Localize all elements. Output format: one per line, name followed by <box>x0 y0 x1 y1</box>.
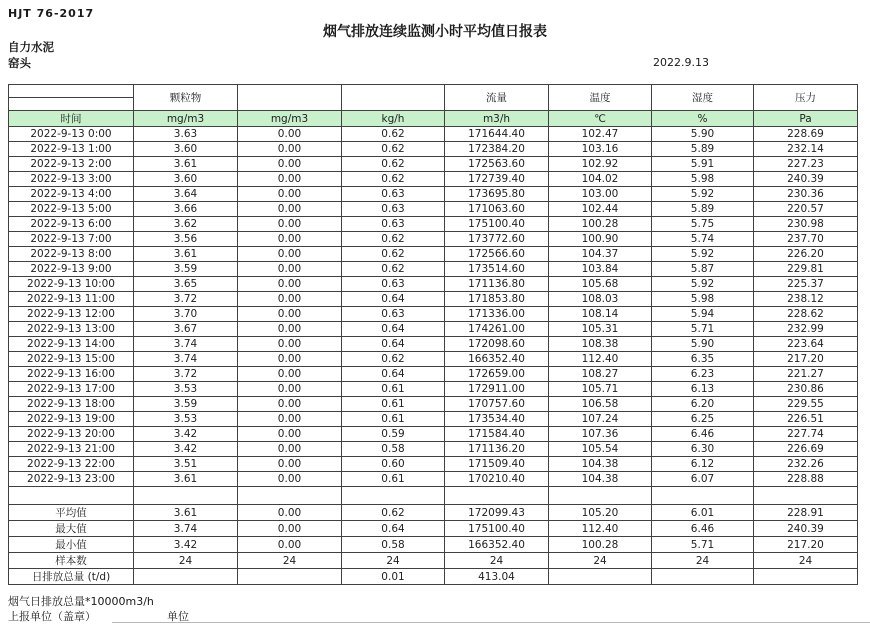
data-cell: 228.88 <box>754 472 858 487</box>
data-cell: 0.00 <box>238 412 342 427</box>
data-cell: 227.23 <box>754 157 858 172</box>
data-cell: 0.00 <box>238 457 342 472</box>
data-cell: 0.00 <box>238 187 342 202</box>
data-cell: 0.00 <box>238 322 342 337</box>
row-time-cell: 2022-9-13 13:00 <box>9 322 134 337</box>
summary-value-cell: 6.01 <box>652 505 754 521</box>
data-cell: 172098.60 <box>445 337 549 352</box>
data-cell: 5.71 <box>652 322 754 337</box>
data-cell: 0.00 <box>238 427 342 442</box>
row-time-cell: 2022-9-13 9:00 <box>9 262 134 277</box>
data-cell: 3.74 <box>134 352 238 367</box>
data-cell: 0.59 <box>342 427 445 442</box>
header-cell: 流量 <box>445 85 549 111</box>
summary-value-cell: 413.04 <box>445 569 549 585</box>
data-cell: 173514.60 <box>445 262 549 277</box>
header-cell-empty <box>9 85 134 98</box>
data-cell: 3.72 <box>134 367 238 382</box>
data-cell: 171584.40 <box>445 427 549 442</box>
data-cell: 104.38 <box>549 457 652 472</box>
data-cell: 0.62 <box>342 352 445 367</box>
summary-value-cell: 228.91 <box>754 505 858 521</box>
summary-value-cell: 3.74 <box>134 521 238 537</box>
unit-cell: ℃ <box>549 111 652 127</box>
data-cell: 0.64 <box>342 322 445 337</box>
data-cell: 105.68 <box>549 277 652 292</box>
data-cell: 3.60 <box>134 172 238 187</box>
data-cell: 237.70 <box>754 232 858 247</box>
summary-value-cell <box>549 569 652 585</box>
summary-value-cell: 24 <box>445 553 549 569</box>
data-cell: 232.14 <box>754 142 858 157</box>
data-cell: 112.40 <box>549 352 652 367</box>
summary-value-cell: 240.39 <box>754 521 858 537</box>
data-cell: 171644.40 <box>445 127 549 142</box>
data-cell: 0.00 <box>238 247 342 262</box>
unit-cell: mg/m3 <box>134 111 238 127</box>
summary-value-cell: 217.20 <box>754 537 858 553</box>
spacer-cell <box>652 487 754 505</box>
summary-value-cell: 166352.40 <box>445 537 549 553</box>
header-cell <box>342 85 445 111</box>
data-cell: 171136.20 <box>445 442 549 457</box>
data-cell: 0.00 <box>238 232 342 247</box>
report-unit-label: 上报单位（盖章） <box>8 610 96 623</box>
data-cell: 0.00 <box>238 127 342 142</box>
data-cell: 106.58 <box>549 397 652 412</box>
spacer-cell <box>342 487 445 505</box>
spacer-cell <box>445 487 549 505</box>
data-cell: 0.00 <box>238 142 342 157</box>
spacer-cell <box>549 487 652 505</box>
summary-value-cell: 3.61 <box>134 505 238 521</box>
data-cell: 5.90 <box>652 127 754 142</box>
data-cell: 6.46 <box>652 427 754 442</box>
data-cell: 232.26 <box>754 457 858 472</box>
summary-row <box>9 569 858 585</box>
summary-value-cell: 175100.40 <box>445 521 549 537</box>
table-row <box>9 337 858 352</box>
data-cell: 170210.40 <box>445 472 549 487</box>
summary-value-cell: 5.71 <box>652 537 754 553</box>
summary-value-cell: 24 <box>549 553 652 569</box>
data-cell: 6.12 <box>652 457 754 472</box>
data-cell: 225.37 <box>754 277 858 292</box>
company-name: 自力水泥 <box>8 40 54 54</box>
data-cell: 173534.40 <box>445 412 549 427</box>
summary-value-cell <box>238 569 342 585</box>
data-cell: 107.36 <box>549 427 652 442</box>
data-cell: 0.63 <box>342 187 445 202</box>
table-row <box>9 367 858 382</box>
data-cell: 103.16 <box>549 142 652 157</box>
data-cell: 0.00 <box>238 337 342 352</box>
data-cell: 3.51 <box>134 457 238 472</box>
footer-note: 烟气日排放总量*10000m3/h <box>8 595 154 608</box>
data-cell: 229.55 <box>754 397 858 412</box>
table-row <box>9 202 858 217</box>
unit-row <box>9 111 858 127</box>
row-time-cell: 2022-9-13 11:00 <box>9 292 134 307</box>
header-cell <box>238 85 342 111</box>
summary-row <box>9 537 858 553</box>
data-cell: 3.63 <box>134 127 238 142</box>
table-row <box>9 232 858 247</box>
summary-value-cell: 172099.43 <box>445 505 549 521</box>
table-row <box>9 157 858 172</box>
data-cell: 228.62 <box>754 307 858 322</box>
data-cell: 172659.00 <box>445 367 549 382</box>
data-cell: 5.74 <box>652 232 754 247</box>
unit-cell: mg/m3 <box>238 111 342 127</box>
data-cell: 6.35 <box>652 352 754 367</box>
data-cell: 5.92 <box>652 247 754 262</box>
summary-label-cell: 日排放总量 (t/d) <box>9 569 134 585</box>
row-time-cell: 2022-9-13 22:00 <box>9 457 134 472</box>
data-cell: 102.44 <box>549 202 652 217</box>
row-time-cell: 2022-9-13 10:00 <box>9 277 134 292</box>
summary-value-cell: 0.00 <box>238 505 342 521</box>
summary-row <box>9 553 858 569</box>
data-cell: 3.72 <box>134 292 238 307</box>
spacer-cell <box>754 487 858 505</box>
data-cell: 105.54 <box>549 442 652 457</box>
data-cell: 3.42 <box>134 442 238 457</box>
data-cell: 3.66 <box>134 202 238 217</box>
table-row <box>9 397 858 412</box>
summary-value-cell: 0.01 <box>342 569 445 585</box>
data-cell: 103.84 <box>549 262 652 277</box>
data-cell: 0.00 <box>238 307 342 322</box>
data-cell: 0.00 <box>238 442 342 457</box>
data-cell: 230.98 <box>754 217 858 232</box>
data-cell: 0.62 <box>342 247 445 262</box>
data-cell: 229.81 <box>754 262 858 277</box>
data-cell: 0.62 <box>342 172 445 187</box>
data-cell: 0.00 <box>238 352 342 367</box>
report-title: 烟气排放连续监测小时平均值日报表 <box>323 24 547 40</box>
data-cell: 105.31 <box>549 322 652 337</box>
data-cell: 3.42 <box>134 427 238 442</box>
data-cell: 5.98 <box>652 292 754 307</box>
data-cell: 172563.60 <box>445 157 549 172</box>
data-cell: 107.24 <box>549 412 652 427</box>
data-cell: 0.62 <box>342 157 445 172</box>
data-cell: 223.64 <box>754 337 858 352</box>
row-time-cell: 2022-9-13 12:00 <box>9 307 134 322</box>
header-cell: 温度 <box>549 85 652 111</box>
table-row <box>9 322 858 337</box>
data-cell: 228.69 <box>754 127 858 142</box>
table-row <box>9 217 858 232</box>
summary-value-cell: 0.00 <box>238 521 342 537</box>
data-cell: 3.61 <box>134 472 238 487</box>
table-row <box>9 172 858 187</box>
data-cell: 5.90 <box>652 337 754 352</box>
data-cell: 0.61 <box>342 412 445 427</box>
row-time-cell: 2022-9-13 6:00 <box>9 217 134 232</box>
summary-value-cell: 0.64 <box>342 521 445 537</box>
summary-value-cell: 112.40 <box>549 521 652 537</box>
row-time-cell: 2022-9-13 2:00 <box>9 157 134 172</box>
unit-cell: % <box>652 111 754 127</box>
data-cell: 3.59 <box>134 262 238 277</box>
row-time-cell: 2022-9-13 21:00 <box>9 442 134 457</box>
data-cell: 0.61 <box>342 382 445 397</box>
summary-label-cell: 最大值 <box>9 521 134 537</box>
data-cell: 174261.00 <box>445 322 549 337</box>
data-cell: 226.69 <box>754 442 858 457</box>
table-row <box>9 412 858 427</box>
data-cell: 3.70 <box>134 307 238 322</box>
header-row <box>9 85 858 98</box>
header-cell: 颗粒物 <box>134 85 238 111</box>
data-cell: 238.12 <box>754 292 858 307</box>
data-cell: 100.90 <box>549 232 652 247</box>
spacer-cell <box>238 487 342 505</box>
table-row <box>9 457 858 472</box>
summary-value-cell <box>652 569 754 585</box>
data-cell: 173695.80 <box>445 187 549 202</box>
header-cell: 压力 <box>754 85 858 111</box>
data-cell: 0.60 <box>342 457 445 472</box>
row-time-cell: 2022-9-13 3:00 <box>9 172 134 187</box>
data-cell: 0.63 <box>342 217 445 232</box>
data-cell: 5.92 <box>652 187 754 202</box>
data-cell: 0.63 <box>342 202 445 217</box>
table-row <box>9 262 858 277</box>
data-cell: 108.27 <box>549 367 652 382</box>
data-cell: 220.57 <box>754 202 858 217</box>
unit-cell: m3/h <box>445 111 549 127</box>
summary-label-cell: 最小值 <box>9 537 134 553</box>
data-cell: 5.91 <box>652 157 754 172</box>
data-cell: 175100.40 <box>445 217 549 232</box>
data-cell: 173772.60 <box>445 232 549 247</box>
summary-value-cell: 24 <box>652 553 754 569</box>
data-cell: 0.62 <box>342 142 445 157</box>
data-cell: 230.86 <box>754 382 858 397</box>
table-row <box>9 427 858 442</box>
summary-value-cell: 3.42 <box>134 537 238 553</box>
summary-value-cell: 0.00 <box>238 537 342 553</box>
data-cell: 172911.00 <box>445 382 549 397</box>
data-cell: 172384.20 <box>445 142 549 157</box>
data-cell: 171063.60 <box>445 202 549 217</box>
row-time-cell: 2022-9-13 1:00 <box>9 142 134 157</box>
data-cell: 232.99 <box>754 322 858 337</box>
summary-value-cell: 24 <box>238 553 342 569</box>
row-time-cell: 2022-9-13 15:00 <box>9 352 134 367</box>
row-time-cell: 2022-9-13 4:00 <box>9 187 134 202</box>
data-cell: 6.25 <box>652 412 754 427</box>
data-cell: 104.38 <box>549 472 652 487</box>
data-cell: 104.37 <box>549 247 652 262</box>
spacer-cell <box>134 487 238 505</box>
data-cell: 108.03 <box>549 292 652 307</box>
summary-value-cell <box>754 569 858 585</box>
data-cell: 3.53 <box>134 412 238 427</box>
unit-cell: kg/h <box>342 111 445 127</box>
data-cell: 226.20 <box>754 247 858 262</box>
data-cell: 105.71 <box>549 382 652 397</box>
spacer-row <box>9 487 858 505</box>
data-cell: 3.74 <box>134 337 238 352</box>
summary-value-cell: 105.20 <box>549 505 652 521</box>
table-row <box>9 277 858 292</box>
table-row <box>9 352 858 367</box>
time-header-cell: 时间 <box>9 111 134 127</box>
summary-row <box>9 505 858 521</box>
row-time-cell: 2022-9-13 0:00 <box>9 127 134 142</box>
summary-value-cell: 0.62 <box>342 505 445 521</box>
data-cell: 0.00 <box>238 472 342 487</box>
data-cell: 3.67 <box>134 322 238 337</box>
data-cell: 0.00 <box>238 262 342 277</box>
data-cell: 100.28 <box>549 217 652 232</box>
data-cell: 171336.00 <box>445 307 549 322</box>
data-cell: 0.00 <box>238 217 342 232</box>
summary-value-cell: 24 <box>134 553 238 569</box>
data-cell: 0.64 <box>342 367 445 382</box>
row-time-cell: 2022-9-13 18:00 <box>9 397 134 412</box>
data-cell: 171853.80 <box>445 292 549 307</box>
unit-label: 单位 <box>167 610 189 623</box>
data-cell: 0.00 <box>238 202 342 217</box>
data-cell: 3.56 <box>134 232 238 247</box>
summary-value-cell: 6.46 <box>652 521 754 537</box>
table-row <box>9 247 858 262</box>
data-cell: 0.62 <box>342 232 445 247</box>
spacer-cell <box>9 487 134 505</box>
summary-label-cell: 样本数 <box>9 553 134 569</box>
data-cell: 6.20 <box>652 397 754 412</box>
header-cell: 湿度 <box>652 85 754 111</box>
table-row <box>9 292 858 307</box>
summary-value-cell: 100.28 <box>549 537 652 553</box>
data-cell: 0.00 <box>238 277 342 292</box>
data-cell: 3.60 <box>134 142 238 157</box>
data-cell: 0.00 <box>238 172 342 187</box>
summary-label-cell: 平均值 <box>9 505 134 521</box>
data-cell: 240.39 <box>754 172 858 187</box>
table-row <box>9 442 858 457</box>
summary-row <box>9 521 858 537</box>
data-cell: 5.89 <box>652 142 754 157</box>
data-cell: 0.63 <box>342 307 445 322</box>
row-time-cell: 2022-9-13 20:00 <box>9 427 134 442</box>
data-cell: 5.94 <box>652 307 754 322</box>
summary-value-cell: 24 <box>342 553 445 569</box>
data-cell: 108.14 <box>549 307 652 322</box>
data-cell: 0.64 <box>342 292 445 307</box>
data-cell: 5.89 <box>652 202 754 217</box>
data-cell: 6.23 <box>652 367 754 382</box>
row-time-cell: 2022-9-13 5:00 <box>9 202 134 217</box>
data-cell: 103.00 <box>549 187 652 202</box>
summary-value-cell: 0.58 <box>342 537 445 553</box>
data-cell: 226.51 <box>754 412 858 427</box>
data-cell: 227.74 <box>754 427 858 442</box>
page-divider-line <box>112 622 870 623</box>
data-cell: 104.02 <box>549 172 652 187</box>
summary-value-cell <box>134 569 238 585</box>
table-row <box>9 142 858 157</box>
table-row <box>9 127 858 142</box>
summary-value-cell: 24 <box>754 553 858 569</box>
data-cell: 6.30 <box>652 442 754 457</box>
data-cell: 166352.40 <box>445 352 549 367</box>
data-cell: 3.59 <box>134 397 238 412</box>
data-cell: 3.53 <box>134 382 238 397</box>
data-cell: 172739.40 <box>445 172 549 187</box>
data-cell: 6.13 <box>652 382 754 397</box>
station-name: 窑头 <box>8 56 31 70</box>
data-cell: 0.00 <box>238 367 342 382</box>
data-cell: 5.92 <box>652 277 754 292</box>
data-cell: 0.62 <box>342 262 445 277</box>
data-cell: 0.63 <box>342 277 445 292</box>
row-time-cell: 2022-9-13 14:00 <box>9 337 134 352</box>
unit-cell: Pa <box>754 111 858 127</box>
data-cell: 3.62 <box>134 217 238 232</box>
data-cell: 3.61 <box>134 157 238 172</box>
data-cell: 171136.80 <box>445 277 549 292</box>
data-cell: 3.65 <box>134 277 238 292</box>
data-cell: 3.64 <box>134 187 238 202</box>
data-cell: 5.87 <box>652 262 754 277</box>
table-row <box>9 187 858 202</box>
row-time-cell: 2022-9-13 8:00 <box>9 247 134 262</box>
row-time-cell: 2022-9-13 17:00 <box>9 382 134 397</box>
report-table <box>8 84 858 585</box>
data-cell: 5.98 <box>652 172 754 187</box>
data-cell: 0.58 <box>342 442 445 457</box>
table-row <box>9 382 858 397</box>
data-cell: 170757.60 <box>445 397 549 412</box>
doc-code: HJT 76-2017 <box>8 7 95 20</box>
data-cell: 3.61 <box>134 247 238 262</box>
row-time-cell: 2022-9-13 16:00 <box>9 367 134 382</box>
data-cell: 0.62 <box>342 127 445 142</box>
header-cell-empty <box>9 98 134 111</box>
row-time-cell: 2022-9-13 19:00 <box>9 412 134 427</box>
data-cell: 6.07 <box>652 472 754 487</box>
data-cell: 102.92 <box>549 157 652 172</box>
data-cell: 0.64 <box>342 337 445 352</box>
data-cell: 0.00 <box>238 157 342 172</box>
data-cell: 0.61 <box>342 397 445 412</box>
data-cell: 5.75 <box>652 217 754 232</box>
data-cell: 221.27 <box>754 367 858 382</box>
row-time-cell: 2022-9-13 23:00 <box>9 472 134 487</box>
table-row <box>9 307 858 322</box>
report-date: 2022.9.13 <box>653 56 709 69</box>
data-cell: 102.47 <box>549 127 652 142</box>
data-cell: 171509.40 <box>445 457 549 472</box>
data-cell: 230.36 <box>754 187 858 202</box>
data-cell: 217.20 <box>754 352 858 367</box>
data-cell: 0.00 <box>238 397 342 412</box>
data-cell: 0.00 <box>238 292 342 307</box>
data-cell: 0.61 <box>342 472 445 487</box>
data-cell: 172566.60 <box>445 247 549 262</box>
data-cell: 0.00 <box>238 382 342 397</box>
data-cell: 108.38 <box>549 337 652 352</box>
row-time-cell: 2022-9-13 7:00 <box>9 232 134 247</box>
table-row <box>9 472 858 487</box>
